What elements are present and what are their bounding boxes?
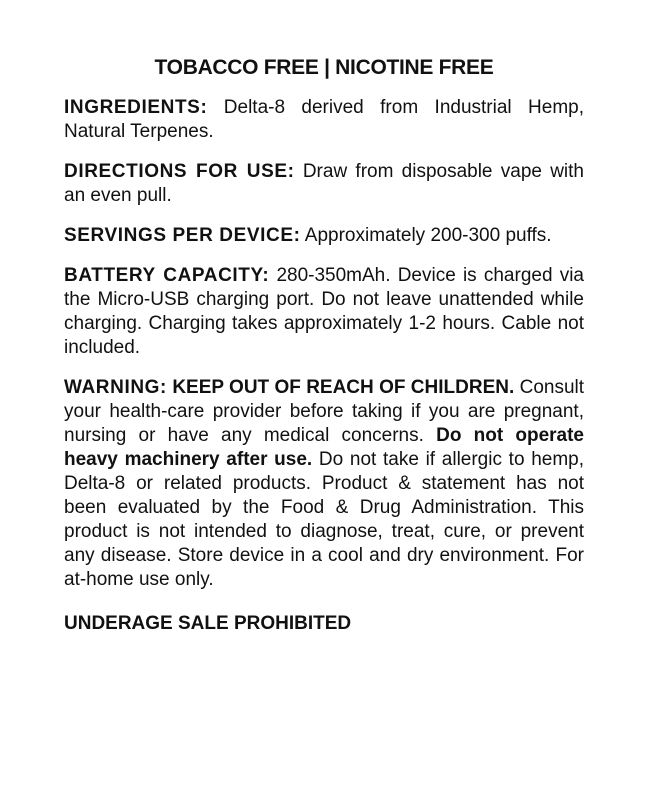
battery-section: [64, 264, 584, 360]
battery-text: 280-350mAh. Device is charged via the Micro-USB charging port. Do not leave unattended while charging. Charging takes approximately 1-2 hours. Cable not included.: [64, 265, 584, 358]
warning-label: WARNING:: [64, 377, 167, 398]
directions-text: Draw from disposable vape with an even pull.: [64, 161, 584, 206]
warning-text-2: Do not take if allergic to hemp, Delta-8 or related products. Product & statement has not been evaluated by the Food & Drug Administration. This product is not intended to diagnose, treat, cure, or prevent any disease. Store device in a cool and dry environment. For at-home use only.: [64, 449, 585, 590]
warning-emphasis: KEEP OUT OF REACH OF CHILDREN.: [172, 377, 515, 398]
battery-label: BATTERY CAPACITY:: [64, 265, 270, 286]
headline: TOBACCO FREE | NICOTINE FREE: [154, 56, 494, 79]
warning-emphasis-2: Do not operate heavy machinery after use.: [64, 425, 584, 470]
servings-text: Approximately 200-300 puffs.: [304, 225, 552, 246]
product-label: [64, 54, 584, 636]
warning-section: [64, 376, 584, 592]
directions-label: DIRECTIONS FOR USE:: [64, 161, 295, 182]
servings-label: SERVINGS PER DEVICE:: [64, 225, 301, 246]
directions-section: [64, 160, 584, 208]
ingredients-label: INGREDIENTS:: [64, 97, 208, 118]
warning-text-1: Consult your health-care provider before taking if you are pregnant, nursing or have any medical concerns.: [64, 377, 585, 446]
servings-section: [64, 224, 584, 248]
ingredients-section: [64, 96, 584, 144]
ingredients-text: Delta-8 derived from Industrial Hemp, Natural Terpenes.: [64, 97, 584, 142]
underage-notice: UNDERAGE SALE PROHIBITED: [64, 613, 352, 634]
